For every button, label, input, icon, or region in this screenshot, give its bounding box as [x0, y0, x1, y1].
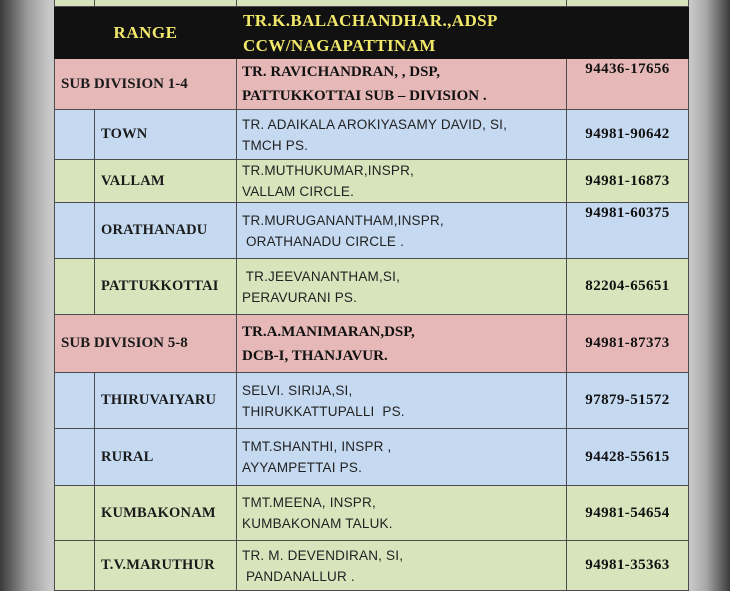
phone-number: 94981-35363	[567, 541, 689, 591]
officer-line2: VALLAM CIRCLE.	[242, 184, 355, 199]
range-officer	[237, 7, 689, 59]
station-name: THIRUVAIYARU	[95, 373, 237, 429]
station-name: RURAL	[95, 429, 237, 486]
officer-line1: TMT.SHANTHI, INSPR ,	[242, 439, 392, 454]
phone-number: 94428-55615	[567, 429, 689, 486]
officer-line2: DCB-I, THANJAVUR.	[242, 347, 388, 364]
officer-line1: TR. M. DEVENDIRAN, SI,	[242, 547, 404, 563]
officer-line1: TMT.MEENA, INSPR,	[242, 495, 376, 510]
station-name: TOWN	[95, 110, 237, 160]
station-row	[55, 160, 689, 203]
subdivision-row	[55, 59, 689, 110]
subdivision-row	[55, 315, 689, 373]
phone-number: 94981-90642	[567, 110, 689, 160]
station-row	[55, 541, 689, 591]
station-name: ORATHANADU	[95, 203, 237, 259]
subdivision-label: SUB DIVISION 5-8	[55, 315, 237, 373]
station-officer	[237, 259, 567, 315]
phone-number: 94981-16873	[567, 160, 689, 203]
officer-line2: KUMBAKONAM TALUK.	[242, 516, 393, 531]
station-row	[55, 429, 689, 486]
range-row	[55, 7, 689, 59]
range-officer-line2: CCW/NAGAPATTINAM	[243, 35, 436, 55]
station-name: VALLAM	[95, 160, 237, 203]
phone-number: 82204-65651	[567, 259, 689, 315]
officer-line1: TR.MUTHUKUMAR,INSPR,	[242, 163, 414, 178]
officer-line2: PERAVURANI PS.	[242, 289, 358, 305]
station-row	[55, 373, 689, 429]
officer-line2: TMCH PS.	[242, 137, 309, 153]
officer-line1: SELVI. SIRIJA,SI,	[242, 382, 353, 398]
station-row	[55, 203, 689, 259]
station-officer	[237, 203, 567, 259]
range-label: RANGE	[55, 7, 237, 59]
phone-number: 94436-17656	[567, 59, 689, 110]
officer-line2: PATTUKKOTTAI SUB – DIVISION .	[242, 88, 487, 104]
station-officer	[237, 541, 567, 591]
station-officer	[237, 486, 567, 541]
officer-line2: AYYAMPETTAI PS.	[242, 460, 363, 475]
officer-line1: TR.JEEVANANTHAM,SI,	[242, 268, 401, 284]
range-officer-line1: TR.K.BALACHANDHAR.,ADSP	[243, 10, 498, 30]
station-name: T.V.MARUTHUR	[95, 541, 237, 591]
station-row	[55, 259, 689, 315]
station-officer	[237, 373, 567, 429]
station-officer	[237, 110, 567, 160]
station-row	[55, 486, 689, 541]
station-name: PATTUKKOTTAI	[95, 259, 237, 315]
station-row	[55, 110, 689, 160]
phone-number: 94981-87373	[567, 315, 689, 373]
officer-line2: THIRUKKATTUPALLI PS.	[242, 403, 405, 419]
phone-number: 94981-54654	[567, 486, 689, 541]
station-officer	[237, 160, 567, 203]
officer-line1: TR. RAVICHANDRAN, , DSP,	[242, 64, 440, 80]
officer-line1: TR.A.MANIMARAN,DSP,	[242, 323, 415, 340]
officer-line1: TR. ADAIKALA AROKIYASAMY DAVID, SI,	[242, 116, 508, 132]
officer-line2: ORATHANADU CIRCLE .	[242, 233, 405, 249]
phone-number: 94981-60375	[567, 203, 689, 259]
officer-roster-table	[54, 0, 689, 591]
station-officer	[237, 429, 567, 486]
officer-line2: PANDANALLUR .	[242, 568, 355, 584]
subdivision-officer	[237, 315, 567, 373]
officer-line1: TR.MURUGANANTHAM,INSPR,	[242, 212, 444, 228]
subdivision-label: SUB DIVISION 1-4	[55, 59, 237, 110]
station-name: KUMBAKONAM	[95, 486, 237, 541]
phone-number: 97879-51572	[567, 373, 689, 429]
subdivision-officer	[237, 59, 567, 110]
